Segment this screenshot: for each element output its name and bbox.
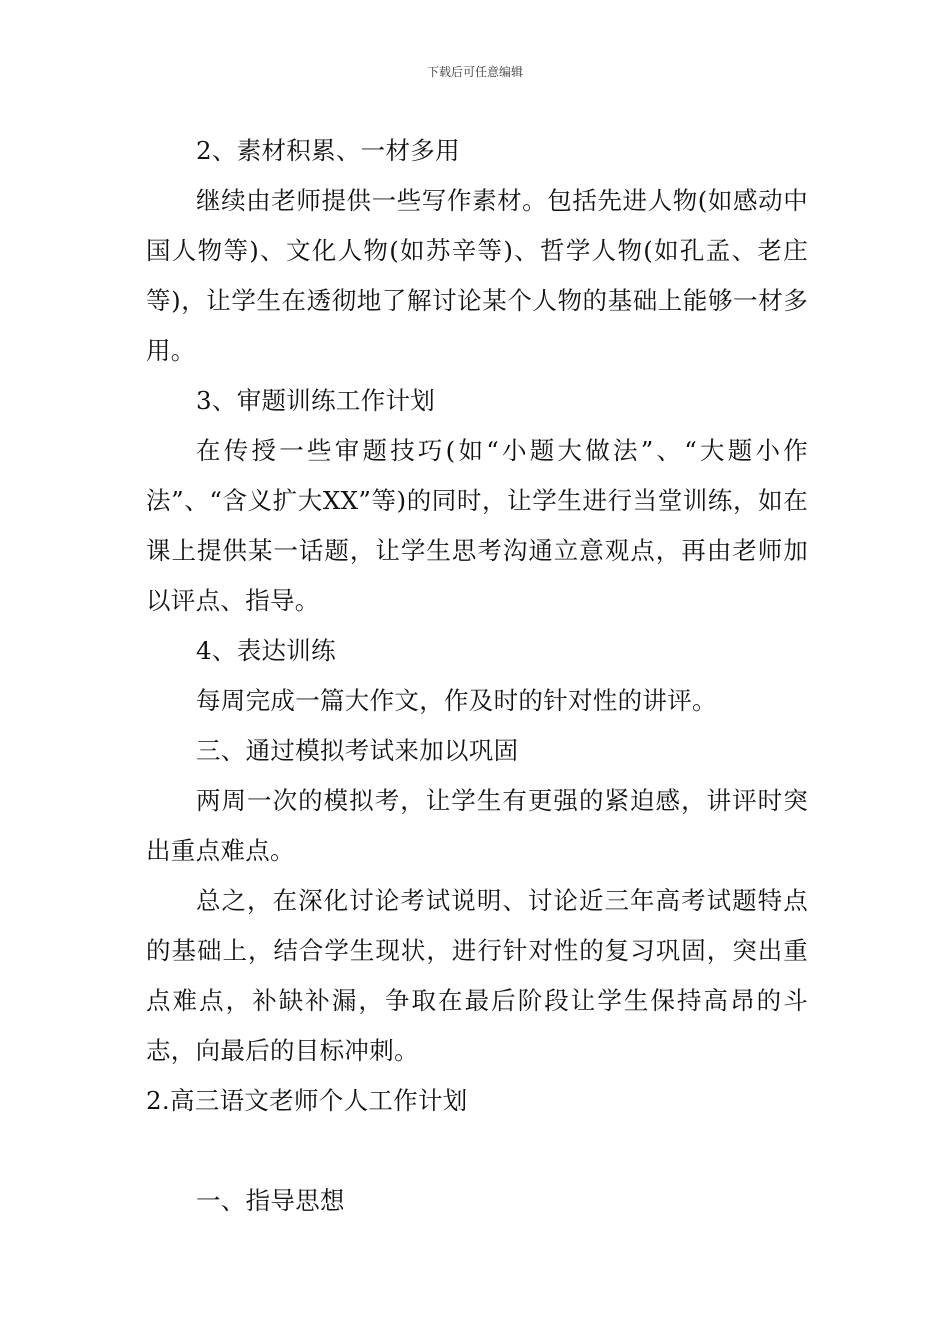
subheading-topic-review: 3、审题训练工作计划 [196,386,436,415]
blank-line [146,1126,808,1176]
heading-mock-exams: 三、通过模拟考试来加以巩固 [196,736,519,765]
subheading-material-accumulation: 2、素材积累、一材多用 [196,136,460,165]
paragraph-summary: 总之，在深化讨论考试说明、讨论近三年高考试题特点的基础上，结合学生现状，进行针对性的复习巩固，突出重点难点，补缺补漏，争取在最后阶段让学生保持高昂的斗志，向最后的目标冲刺。 [146,886,808,1065]
paragraph-mock-exams: 两周一次的模拟考，让学生有更强的紧迫感，讲评时突出重点难点。 [146,786,808,865]
paragraph-writing-materials: 继续由老师提供一些写作素材。包括先进人物(如感动中国人物等)、文化人物(如苏辛等)、哲学人物(如孔孟、老庄等)，让学生在透彻地了解讨论某个人物的基础上能够一材多用。 [146,186,808,365]
page-header: 下载后可任意编辑 [426,65,523,79]
heading-guiding-thought: 一、指导思想 [196,1186,345,1215]
subheading-expression-training: 4、表达训练 [196,636,336,665]
document-body [146,126,808,1226]
paragraph-review-skills: 在传授一些审题技巧(如“小题大做法”、“大题小作法”、“含义扩大XX”等)的同时，让学生进行当堂训练，如在课上提供某一话题，让学生思考沟通立意观点，再由老师加以评点、指导。 [146,436,808,615]
paragraph-weekly-essay: 每周完成一篇大作文，作及时的针对性的讲评。 [196,686,717,715]
section-title-plan-2: 2.高三语文老师个人工作计划 [146,1086,468,1115]
